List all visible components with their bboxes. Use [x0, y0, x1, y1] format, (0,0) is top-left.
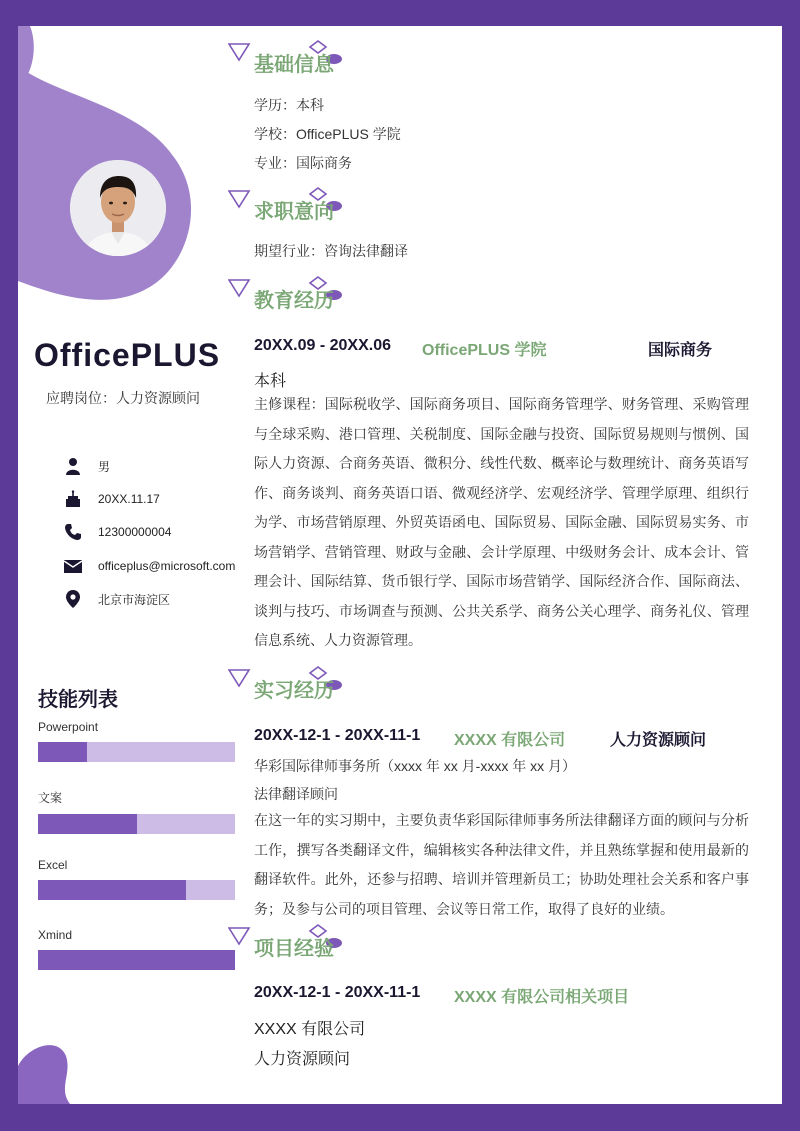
- person-icon: [62, 455, 84, 477]
- email-text[interactable]: officeplus@microsoft.com: [98, 559, 236, 573]
- contact-phone: [62, 520, 172, 544]
- section-intent-header: [228, 187, 368, 227]
- skill-bar-fill: [38, 742, 87, 762]
- major-line: 专业：国际商务: [254, 155, 352, 171]
- internship-date: 20XX-12-1 - 20XX-11-1: [254, 727, 421, 744]
- section-title: 求职意向: [254, 201, 334, 223]
- section-title: 教育经历: [254, 290, 334, 312]
- mail-icon: [62, 555, 84, 577]
- gender-text: 男: [98, 459, 111, 474]
- section-title: 基础信息: [254, 54, 334, 76]
- contact-birthday: [62, 487, 160, 511]
- section-title: 实习经历: [254, 680, 334, 702]
- applied-position: 应聘岗位：人力资源顾问: [46, 390, 200, 406]
- skill-label: Xmind: [38, 928, 73, 942]
- phone-text: 12300000004: [98, 525, 172, 539]
- internship-company: XXXX 有限公司: [454, 732, 566, 749]
- candidate-name: OfficePLUS: [34, 337, 221, 373]
- skill-bar: [38, 950, 235, 970]
- birthday-text: 20XX.11.17: [98, 492, 160, 506]
- internship-job: 法律翻译顾问: [254, 786, 338, 802]
- skill-bar: [38, 742, 235, 762]
- skill-xmind: [38, 928, 235, 970]
- avatar: [70, 160, 166, 256]
- school-line: 学校：OfficePLUS 学院: [254, 126, 401, 142]
- address-text: 北京市海淀区: [98, 592, 171, 607]
- section-title: 项目经验: [254, 938, 334, 960]
- education-courses: 主修课程：国际税收学、国际商务项目、国际商务管理学、财务管理、采购管理与全球采购、港口管理、关税制度、国际金融与投资、国际贸易规则与惯例、国际人力资源、合商务英语、微积分、线性代数、概率论与数理统计、商务英语写作、商务谈判、商务英语口语、微观经济学、宏观经济学、管理学原理、组织行为学、市场营销原理、外贸英语函电、国际贸易、国际金融、国际贸易实务、市场营销学、营销管理、财政与金融、会计学原理、中级财务会计、成本会计、管理会计、国际结算、货币银行学、国际市场营销学、国际经济合作、国际商法、谈判与技巧、市场调查与预测、公共关系学、商务公关心理学、商务礼仪、管理信息系统、人力资源管理。: [254, 396, 749, 648]
- phone-icon: [62, 521, 84, 543]
- portrait-photo: [70, 160, 166, 256]
- resume-page: [18, 26, 782, 1104]
- education-date: 20XX.09 - 20XX.06: [254, 337, 391, 354]
- contact-email: [62, 554, 236, 578]
- cake-icon: [62, 488, 84, 510]
- skill-bar: [38, 814, 235, 834]
- expected-industry: 期望行业：咨询法律翻译: [254, 243, 408, 259]
- skill-bar-fill: [38, 814, 137, 834]
- skill-bar: [38, 880, 235, 900]
- contact-address: [62, 587, 171, 611]
- section-internship-header: [228, 666, 368, 706]
- education-major: 国际商务: [648, 342, 713, 359]
- skill-label: Excel: [38, 858, 68, 872]
- skills-title: 技能列表: [38, 689, 118, 711]
- project-org: XXXX 有限公司: [254, 1021, 366, 1038]
- skill-label: 文案: [38, 791, 63, 805]
- section-project-header: [228, 924, 368, 964]
- project-company: XXXX 有限公司相关项目: [454, 989, 630, 1006]
- project-date: 20XX-12-1 - 20XX-11-1: [254, 984, 421, 1001]
- skill-powerpoint: [38, 720, 235, 762]
- skill-bar-fill: [38, 880, 186, 900]
- section-basic-header: [228, 40, 368, 80]
- section-education-header: [228, 276, 368, 316]
- skill-excel: [38, 858, 235, 900]
- education-school: OfficePLUS 学院: [422, 342, 547, 359]
- skill-copywriting: [38, 789, 235, 834]
- internship-role: 人力资源顾问: [610, 732, 707, 749]
- skill-bar-fill: [38, 950, 235, 970]
- internship-org: 华彩国际律师事务所（xxxx 年 xx 月-xxxx 年 xx 月）: [254, 758, 576, 774]
- skill-label: Powerpoint: [38, 720, 99, 734]
- internship-description: 在这一年的实习期中，主要负责华彩国际律师事务所法律翻译方面的顾问与分析工作，撰写各类翻译文件，编辑核实各种法律文件，并且熟练掌握和使用最新的翻译软件。此外，还参与招聘、培训并管理新员工；协助处理社会关系和客户事务；及参与公司的项目管理、会议等日常工作，取得了良好的业绩。: [254, 812, 749, 917]
- education-level: 学历：本科: [254, 97, 324, 113]
- contact-gender: [62, 454, 111, 478]
- education-degree: 本科: [254, 373, 287, 390]
- project-role: 人力资源顾问: [254, 1051, 351, 1068]
- location-icon: [62, 588, 84, 610]
